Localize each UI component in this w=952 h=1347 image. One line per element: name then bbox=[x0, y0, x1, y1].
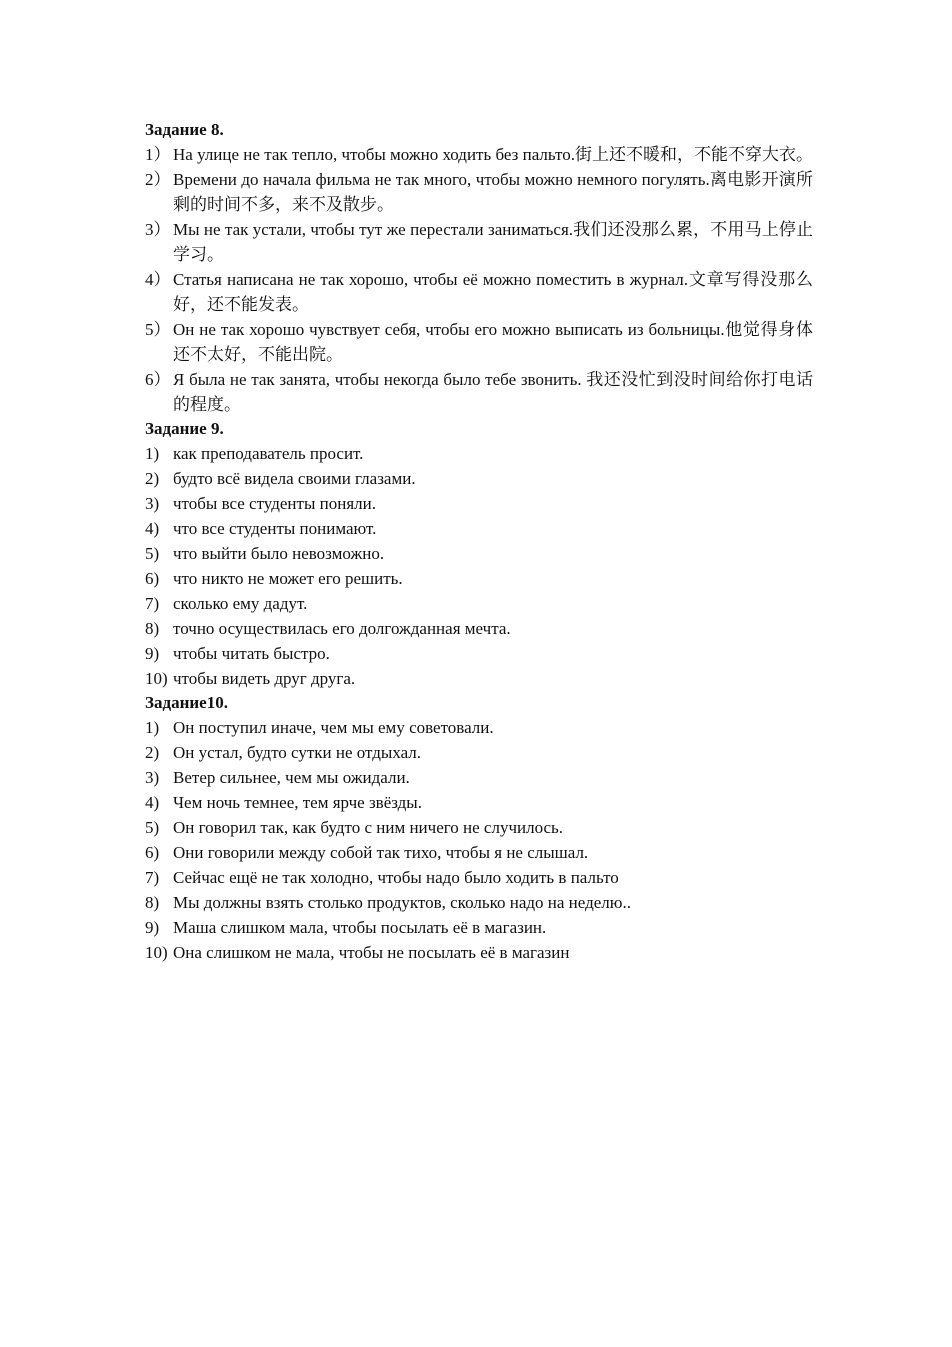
item-number: 6) bbox=[145, 569, 160, 588]
item-text: точно осуществилась его долгожданная мечта. bbox=[173, 619, 511, 638]
item-text: Статья написана не так хорошо, чтобы её можно поместить в журнал.文章写得没那么好，还不能发表。 bbox=[173, 270, 813, 314]
item-text: Он поступил иначе, чем мы ему советовали. bbox=[173, 718, 494, 737]
item-text: Времени до начала фильма не так много, чтобы можно немного погулять.离电影开演所剩的时间不多，来不及散步。 bbox=[173, 170, 813, 214]
list-item bbox=[145, 616, 813, 641]
list-item bbox=[145, 267, 813, 317]
item-text: Он говорил так, как будто с ним ничего не случилось. bbox=[173, 818, 564, 837]
list-item bbox=[145, 715, 813, 740]
list-item bbox=[145, 865, 813, 890]
item-number: 1） bbox=[145, 145, 171, 164]
section-10 bbox=[145, 691, 813, 965]
item-number: 4） bbox=[145, 270, 171, 289]
item-text: как преподаватель просит. bbox=[173, 444, 364, 463]
item-text: Он не так хорошо чувствует себя, чтобы его можно выписать из больницы.他觉得身体还不太好，不能出院。 bbox=[173, 320, 813, 364]
item-number: 10) bbox=[145, 943, 168, 962]
list-item bbox=[145, 666, 813, 691]
item-number: 6） bbox=[145, 370, 171, 389]
item-number: 9) bbox=[145, 918, 160, 937]
item-text: что никто не может его решить. bbox=[173, 569, 403, 588]
section-8-title: Задание 8. bbox=[145, 120, 224, 139]
item-text: Ветер сильнее, чем мы ожидали. bbox=[173, 768, 410, 787]
item-number: 5) bbox=[145, 544, 160, 563]
item-number: 3) bbox=[145, 494, 160, 513]
document-page bbox=[145, 118, 813, 965]
list-item bbox=[145, 142, 813, 167]
item-text: чтобы все студенты поняли. bbox=[173, 494, 376, 513]
item-number: 10) bbox=[145, 669, 168, 688]
item-text: что выйти было невозможно. bbox=[173, 544, 385, 563]
list-item bbox=[145, 491, 813, 516]
item-number: 4) bbox=[145, 519, 160, 538]
item-text: Они говорили между собой так тихо, чтобы я не слышал. bbox=[173, 843, 589, 862]
list-item bbox=[145, 541, 813, 566]
list-item bbox=[145, 217, 813, 267]
item-text: чтобы видеть друг друга. bbox=[173, 669, 356, 688]
item-text: Мы должны взять столько продуктов, сколько надо на неделю.. bbox=[173, 893, 631, 912]
item-text: Чем ночь темнее, тем ярче звёзды. bbox=[173, 793, 422, 812]
item-text: что все студенты понимают. bbox=[173, 519, 377, 538]
list-item bbox=[145, 167, 813, 217]
list-item bbox=[145, 940, 813, 965]
section-10-title: Задание10. bbox=[145, 693, 228, 712]
list-item bbox=[145, 566, 813, 591]
list-item bbox=[145, 591, 813, 616]
item-number: 4) bbox=[145, 793, 160, 812]
item-text: На улице не так тепло, чтобы можно ходить без пальто.街上还不暖和，不能不穿大衣。 bbox=[173, 145, 813, 164]
item-number: 7) bbox=[145, 594, 160, 613]
list-item bbox=[145, 740, 813, 765]
section-9-title: Задание 9. bbox=[145, 419, 224, 438]
list-item bbox=[145, 815, 813, 840]
item-text: Сейчас ещё не так холодно, чтобы надо было ходить в пальто bbox=[173, 868, 619, 887]
item-number: 8) bbox=[145, 893, 160, 912]
item-number: 5） bbox=[145, 320, 171, 339]
list-item bbox=[145, 641, 813, 666]
item-number: 5) bbox=[145, 818, 160, 837]
list-item bbox=[145, 915, 813, 940]
item-number: 1) bbox=[145, 444, 160, 463]
item-text: Мы не так устали, чтобы тут же перестали заниматься.我们还没那么累，不用马上停止学习。 bbox=[173, 220, 813, 264]
section-9 bbox=[145, 417, 813, 691]
list-item bbox=[145, 765, 813, 790]
list-item bbox=[145, 790, 813, 815]
section-8 bbox=[145, 118, 813, 417]
list-item bbox=[145, 466, 813, 491]
item-number: 2) bbox=[145, 469, 160, 488]
list-item bbox=[145, 516, 813, 541]
item-text: Я была не так занята, чтобы некогда было тебе звонить. 我还没忙到没时间给你打电话的程度。 bbox=[173, 370, 813, 414]
list-item bbox=[145, 317, 813, 367]
item-number: 1) bbox=[145, 718, 160, 737]
item-number: 7) bbox=[145, 868, 160, 887]
list-item bbox=[145, 840, 813, 865]
list-item bbox=[145, 441, 813, 466]
item-number: 2) bbox=[145, 743, 160, 762]
item-number: 3) bbox=[145, 768, 160, 787]
list-item bbox=[145, 890, 813, 915]
item-text: будто всё видела своими глазами. bbox=[173, 469, 416, 488]
item-text: Он устал, будто сутки не отдыхал. bbox=[173, 743, 422, 762]
item-text: чтобы читать быстро. bbox=[173, 644, 330, 663]
list-item bbox=[145, 367, 813, 417]
item-number: 8) bbox=[145, 619, 160, 638]
item-text: Маша слишком мала, чтобы посылать её в магазин. bbox=[173, 918, 547, 937]
item-number: 6) bbox=[145, 843, 160, 862]
item-text: Она слишком не мала, чтобы не посылать её в магазин bbox=[173, 943, 570, 962]
item-number: 2） bbox=[145, 170, 171, 189]
item-number: 3） bbox=[145, 220, 171, 239]
item-number: 9) bbox=[145, 644, 160, 663]
item-text: сколько ему дадут. bbox=[173, 594, 308, 613]
